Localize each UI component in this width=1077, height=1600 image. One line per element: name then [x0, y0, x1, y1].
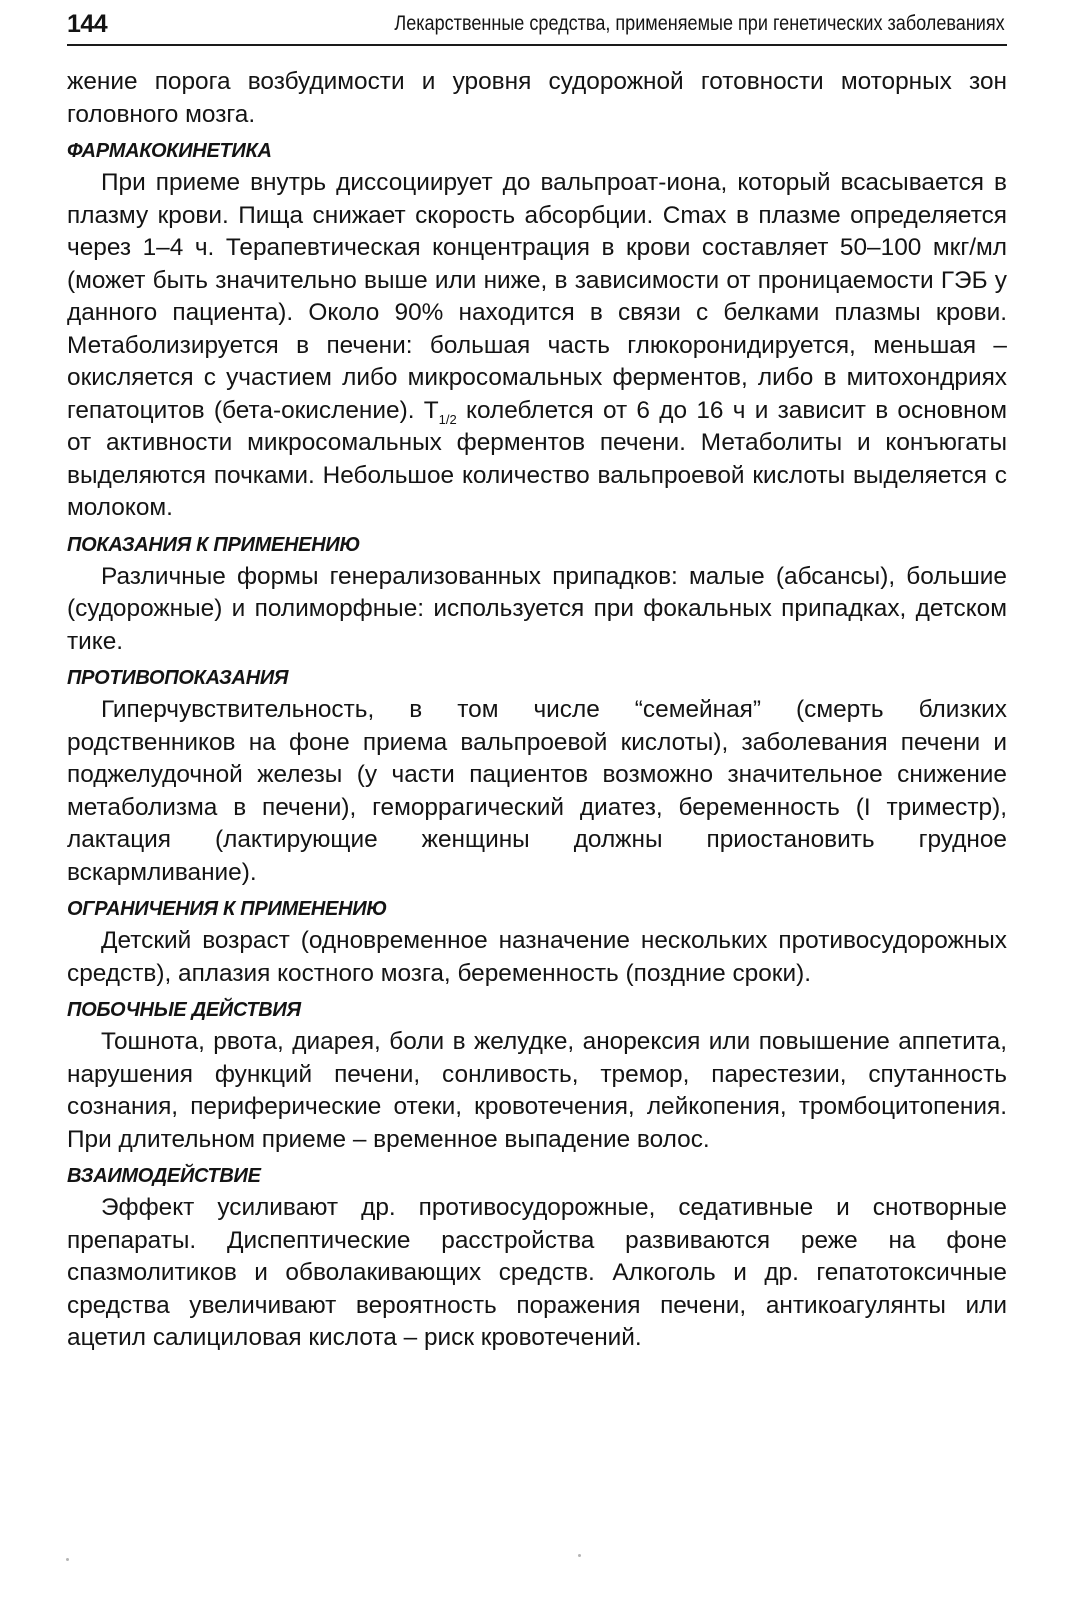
section-heading-pharmacokinetics: ФАРМАКОКИНЕТИКА [67, 140, 272, 162]
half-life-subscript: 1/2 [438, 411, 457, 427]
book-page [67, 0, 1007, 1355]
section-heading-indications: ПОКАЗАНИЯ К ПРИМЕНЕНИЮ [67, 533, 360, 556]
section-heading-contraindications: ПРОТИВОПОКАЗАНИЯ [67, 667, 289, 689]
section-heading-interaction: ВЗАИМОДЕЙСТВИЕ [67, 1165, 261, 1187]
section-body-indications: Различные формы генерализованных припадков: малые (абсансы), большие (судорожные) и полиморфные: используется при фокальных припадках, детском тике. [67, 562, 1007, 655]
section-body-pharmacokinetics [67, 167, 1007, 525]
page-content [67, 66, 1007, 1355]
scan-speck [578, 1554, 581, 1557]
pharmacokinetics-text-part1: При приеме внутрь диссоциирует до вальпроат-иона, который всасывается в плазму крови. Пища снижает скорость абсорбции. Cmax в плазме определяется через 1–4 ч. Терапевтическая концентрация в крови составляет 50–100 мкг/мл (может быть значительно выше или ниже, в зависимости от проницаемости ГЭБ у данного пациента). Около 90% находится в связи с белками плазмы крови. Метаболизируется в печени: большая часть глюкоронидируется, меньшая – окисляется с участием либо микросомальных ферментов, либо в митохондриях гепатоцитов (бета-окисление). T [67, 169, 1007, 424]
section-body-interaction: Эффект усиливают др. противосудорожные, седативные и снотворные препараты. Диспептические расстройства развиваются реже на фоне спазмолитиков и обволакивающих средств. Алкоголь и др. гепатотоксичные средства увеличивают вероятность поражения печени, антикоагулянты или ацетил салициловая кислота – риск кровотечений. [67, 1194, 1007, 1351]
scan-speck [66, 1558, 69, 1561]
section-body-side-effects: Тошнота, рвота, диарея, боли в желудке, анорексия или повышение аппетита, нарушения функций печени, сонливость, тремор, парестезии, спутанность сознания, периферические отеки, кровотечения, лейкопения, тромбоцитопения. При длительном приеме – временное выпадение волос. [67, 1028, 1007, 1153]
section-heading-side-effects: ПОБОЧНЫЕ ДЕЙСТВИЯ [67, 999, 301, 1021]
pharmacokinetics-text-part2: колеблется от 6 до 16 ч и зависит в основном от активности микросомальных ферментов печени. Метаболиты и конъюгаты выделяются почками. Небольшое количество вальпроевой кислоты выделяется с молоком. [67, 396, 1007, 521]
section-heading-restrictions: ОГРАНИЧЕНИЯ К ПРИМЕНЕНИЮ [67, 898, 387, 920]
section-body-restrictions: Детский возраст (одновременное назначение нескольких противосудорожных средств), аплазия костного мозга, беременность (поздние сроки). [67, 927, 1007, 987]
lead-paragraph: жение порога возбудимости и уровня судорожной готовности моторных зон головного мозга. [67, 68, 1007, 128]
section-body-contraindications: Гиперчувствительность, в том числе “семейная” (смерть близких родственников на фоне приема вальпроевой кислоты), заболевания печени и поджелудочной железы (у части пациентов возможно значительное снижение метаболизма в печени), геморрагический диатез, беременность (I триместр), лактация (лактирующие женщины должны приостановить грудное вскармливание). [67, 696, 1007, 886]
page-header [67, 0, 1007, 46]
running-title: Лекарственные средства, применяемые при генетических заболеваниях [394, 12, 1005, 35]
page-number: 144 [67, 10, 108, 38]
